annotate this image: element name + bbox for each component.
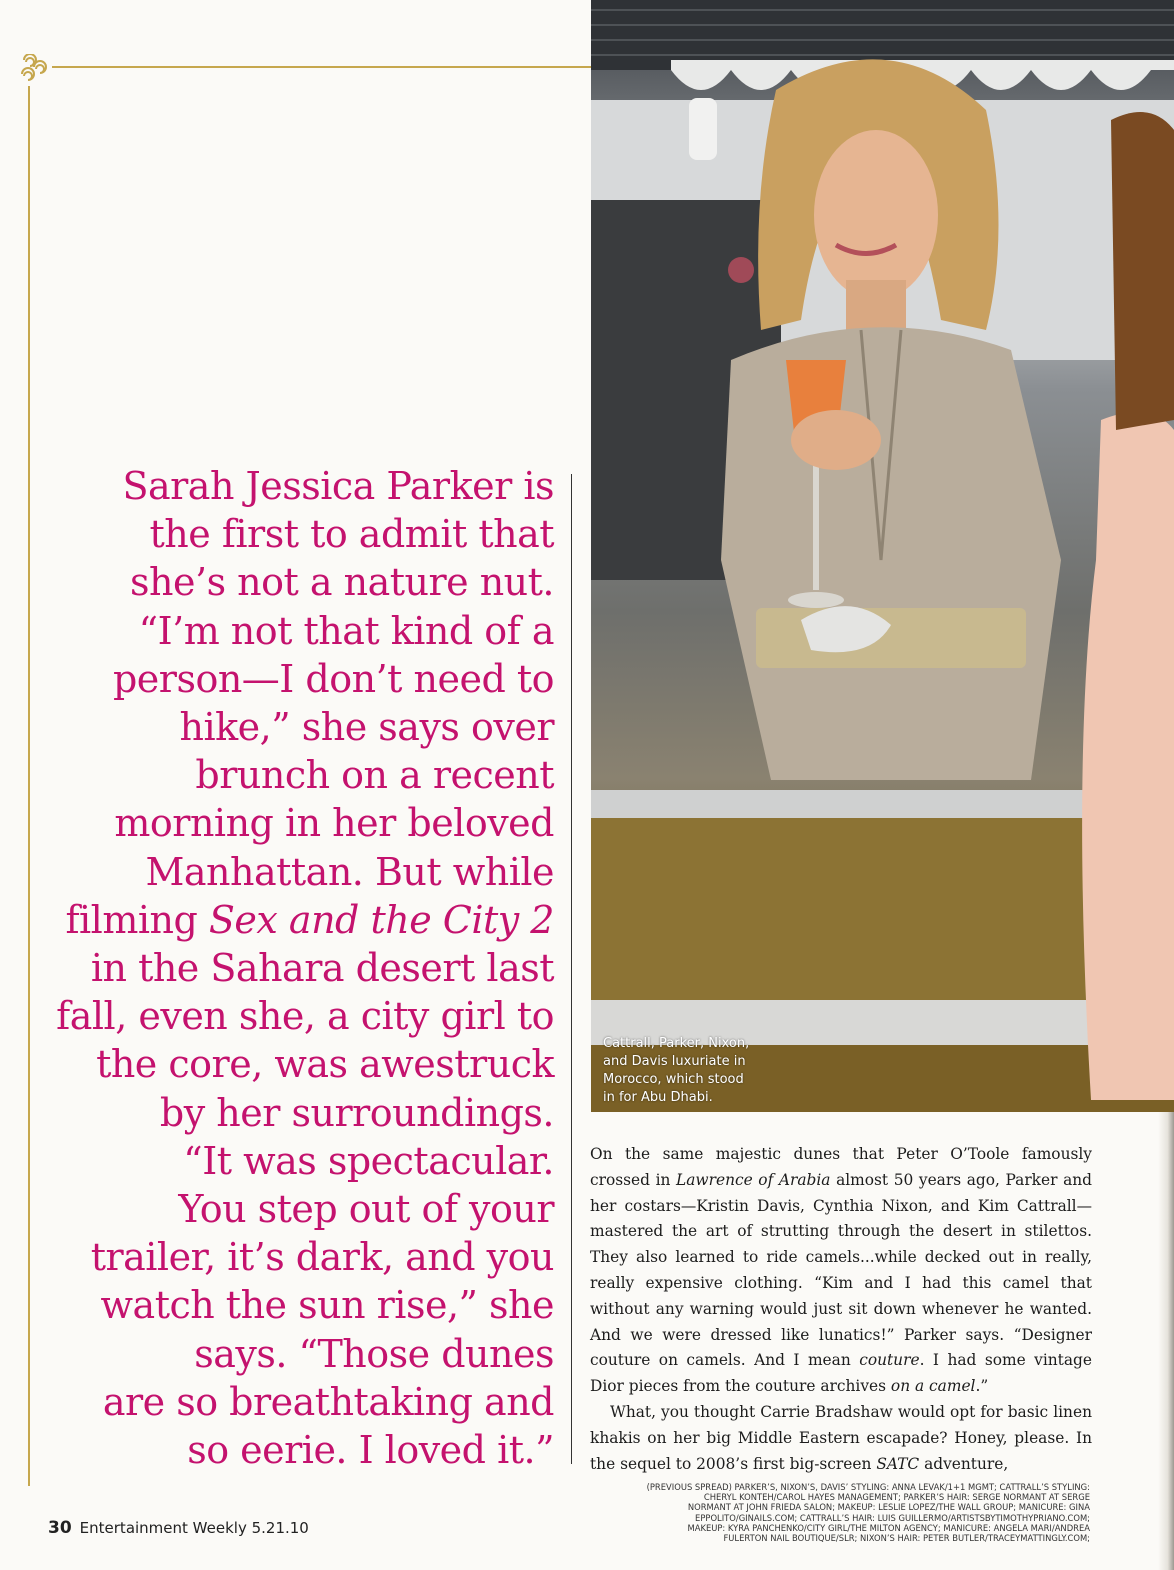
quote-line: the core, was awestruck	[96, 1042, 554, 1087]
quote-line: by her surroundings.	[159, 1090, 554, 1135]
text-run: What, you thought Carrie Bradshaw would opt for basic linen khakis on her big Middle Eastern escapade? Honey, please. In the sequel to 2008’s first big-screen	[590, 1402, 1092, 1473]
quote-line: watch the sun rise,” she	[100, 1283, 554, 1328]
cast-photo	[591, 0, 1174, 1112]
page-folio	[48, 1518, 309, 1538]
quote-line	[34, 896, 554, 944]
quote-text: filming	[65, 897, 209, 942]
emphasis: couture	[859, 1351, 920, 1370]
paragraph-1	[590, 1142, 1092, 1400]
caption-line: Cattrall, Parker, Nixon,	[603, 1036, 750, 1051]
article-body	[590, 1142, 1092, 1477]
credit-line: CHERYL KONTEH/CAROL HAYES MANAGEMENT; PARKER’S HAIR: SERGE NORMANT AT SERGE	[703, 1492, 1090, 1503]
caption-line: in for Abu Dhabi.	[603, 1090, 713, 1105]
text-run: .”	[975, 1377, 989, 1396]
page-gutter-shadow	[1158, 1112, 1174, 1570]
quote-line: trailer, it’s dark, and you	[90, 1235, 554, 1280]
photo-credits	[560, 1482, 1090, 1543]
paragraph-2	[590, 1400, 1092, 1477]
photo-illustration	[591, 0, 1174, 1112]
photo-caption	[603, 1035, 773, 1107]
publication-line: Entertainment Weekly 5.21.10	[79, 1519, 309, 1537]
page-number: 30	[48, 1518, 72, 1538]
credit-line: MAKEUP: KYRA PANCHENKO/CITY GIRL/THE MILTON AGENCY; MANICURE: ANGELA MARI/ANDREA	[687, 1522, 1090, 1533]
quote-line: she’s not a nature nut.	[130, 560, 554, 605]
gold-rule-left	[28, 86, 30, 1486]
quote-line: Manhattan. But while	[145, 849, 554, 894]
quote-line: says. “Those dunes	[194, 1331, 554, 1376]
text-run: adventure,	[919, 1454, 1009, 1473]
quote-line: fall, even she, a city girl to	[56, 994, 554, 1039]
column-divider	[571, 474, 572, 1464]
text-run: . I had some vintage Dior pieces from the couture archives	[590, 1351, 1093, 1396]
quote-line: are so breathtaking and	[102, 1379, 554, 1424]
quote-line: in the Sahara desert last	[90, 946, 554, 991]
quote-line: morning in her beloved	[114, 801, 554, 846]
caption-line: and Davis luxuriate in	[603, 1054, 746, 1069]
quote-line: person—I don’t need to	[112, 656, 554, 701]
quote-line: the first to admit that	[149, 512, 554, 557]
quote-line: “I’m not that kind of a	[138, 608, 554, 653]
gold-rule-top	[52, 66, 595, 68]
text-run: almost 50 years ago, Parker and her costars—Kristin Davis, Cynthia Nixon, and Kim Cattrall—mastered the art of strutting through the desert in stilettos. They also learned to ride camels...while decked out in really, really expensive clothing. “Kim and I had this camel that without any warning would just sit down whenever he wanted. And we were dressed like lunatics!” Parker says. “Designer couture on camels. And I mean	[590, 1170, 1093, 1370]
movie-title: Sex and the City 2	[208, 897, 554, 942]
quote-line: so eerie. I loved it.”	[187, 1428, 554, 1473]
credit-line: EPPOLITO/GINAILS.COM; CATTRALL’S HAIR: LUIS GUILLERMO/ARTISTSBYTIMOTHYPRIANO.COM;	[695, 1512, 1090, 1523]
scroll-ornament-icon	[16, 54, 50, 84]
film-title: SATC	[876, 1454, 920, 1473]
emphasis: on a camel	[890, 1377, 976, 1396]
film-title: Lawrence of Arabia	[676, 1170, 831, 1189]
credit-line: NORMANT AT JOHN FRIEDA SALON; MAKEUP: LESLIE LOPEZ/THE WALL GROUP; MANICURE: GINA	[687, 1502, 1090, 1513]
quote-line: brunch on a recent	[195, 753, 554, 798]
credit-line: (PREVIOUS SPREAD) PARKER’S, NIXON’S, DAVIS’ STYLING: ANNA LEVAK/1+1 MGMT; CATTRALL’S STYLING:	[646, 1482, 1090, 1492]
pull-quote	[34, 462, 554, 1474]
credit-line: FULERTON NAIL BOUTIQUE/SLR; NIXON’S HAIR: PETER BUTLER/TRACEYMATTINGLY.COM;	[723, 1533, 1090, 1544]
text-run: On the same majestic dunes that Peter O’Toole famously crossed in	[590, 1145, 1092, 1189]
quote-line: You step out of your	[178, 1187, 554, 1232]
caption-line: Morocco, which stood	[603, 1072, 744, 1087]
quote-line: “It was spectacular.	[183, 1138, 554, 1183]
quote-line: hike,” she says over	[179, 705, 554, 750]
quote-line: Sarah Jessica Parker is	[122, 464, 554, 508]
